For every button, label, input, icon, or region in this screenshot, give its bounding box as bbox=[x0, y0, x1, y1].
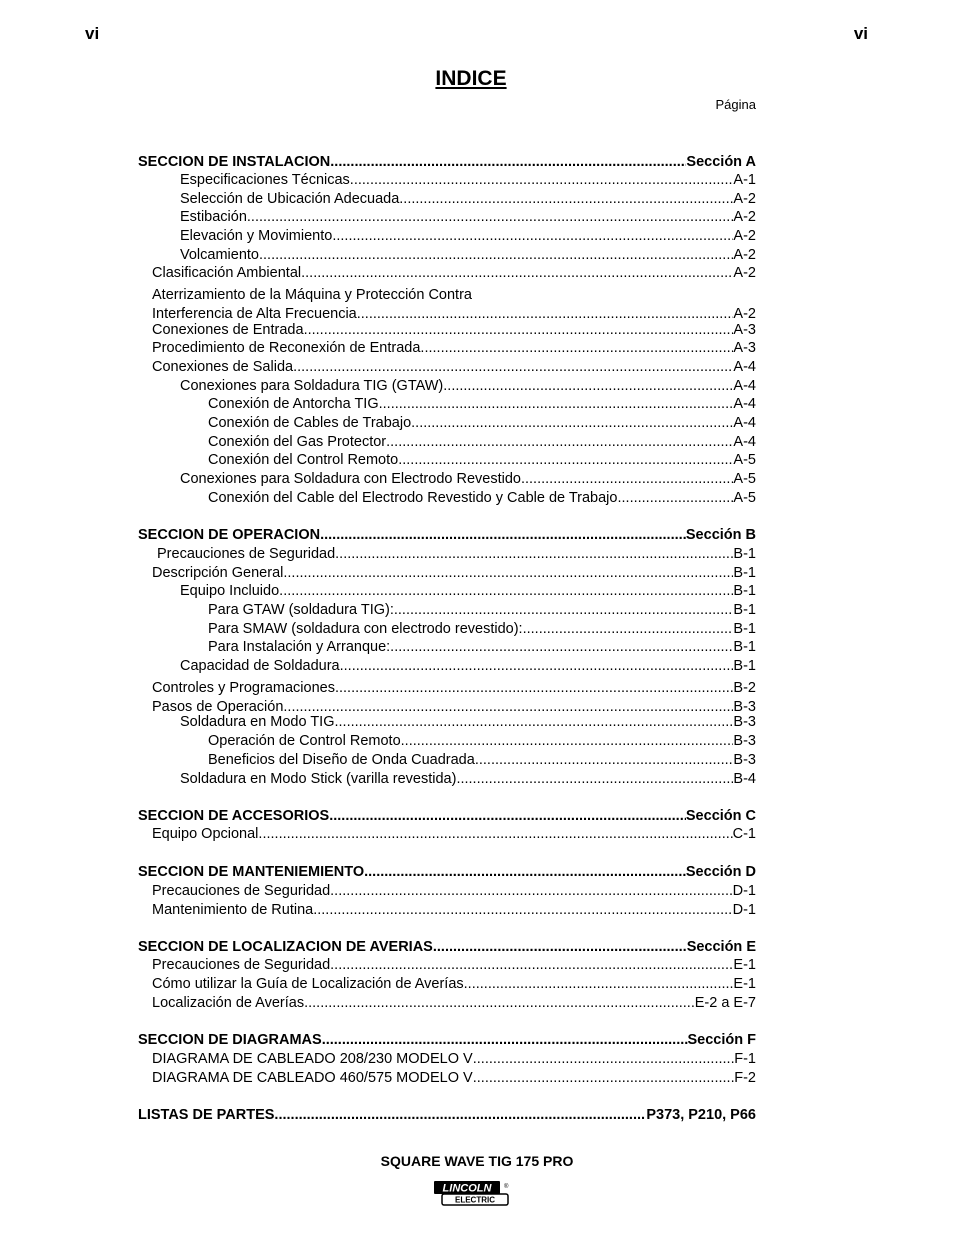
toc-entry-title: DIAGRAMA DE CABLEADO 208/230 MODELO V bbox=[152, 1051, 473, 1067]
dot-leader bbox=[258, 825, 732, 843]
toc-page-ref: C-1 bbox=[732, 826, 756, 842]
toc-entry[interactable] bbox=[180, 208, 756, 226]
toc-entry-title: Soldadura en Modo Stick (varilla revestida) bbox=[180, 771, 457, 787]
toc-section-heading[interactable] bbox=[138, 807, 756, 825]
toc-entry-title: Descripción General bbox=[152, 565, 284, 581]
dot-leader bbox=[259, 246, 733, 264]
toc-entry-title: Volcamiento bbox=[180, 247, 259, 263]
dot-leader bbox=[330, 882, 732, 900]
toc-section-heading[interactable] bbox=[138, 938, 756, 956]
toc-entry-title: Interferencia de Alta Frecuencia. bbox=[152, 306, 361, 322]
toc-entry[interactable] bbox=[152, 956, 756, 974]
toc-entry[interactable] bbox=[180, 377, 756, 395]
toc-page-ref: A-1 bbox=[733, 172, 756, 188]
dot-leader bbox=[473, 1050, 735, 1068]
dot-leader bbox=[456, 770, 733, 788]
dot-leader bbox=[304, 321, 734, 339]
toc-entry-title: Para Instalación y Arranque: bbox=[208, 639, 391, 655]
toc-entry-title: Operación de Control Remoto bbox=[208, 733, 401, 749]
page-title: INDICE bbox=[435, 67, 507, 90]
toc-entry[interactable] bbox=[152, 321, 756, 339]
toc-entry-title: Especificaciones Técnicas bbox=[180, 172, 350, 188]
toc-entry-title: Equipo Opcional bbox=[152, 826, 259, 842]
dot-leader bbox=[473, 1069, 735, 1087]
toc-page-ref: D-1 bbox=[732, 902, 756, 918]
toc-entry[interactable] bbox=[152, 994, 756, 1012]
toc-entry[interactable] bbox=[180, 770, 756, 788]
toc-entry[interactable] bbox=[180, 227, 756, 245]
toc-page-ref: A-4 bbox=[733, 434, 756, 450]
toc-page-ref: A-2 bbox=[733, 306, 756, 322]
toc-page-ref: Sección A bbox=[686, 154, 756, 170]
toc-page-ref: A-5 bbox=[733, 490, 756, 506]
toc-page-ref: A-4 bbox=[733, 378, 756, 394]
toc-entry-title: DIAGRAMA DE CABLEADO 460/575 MODELO V bbox=[152, 1070, 473, 1086]
dot-leader bbox=[335, 545, 733, 563]
dot-leader bbox=[274, 1106, 646, 1124]
lincoln-electric-logo bbox=[433, 1180, 511, 1207]
toc-entry[interactable] bbox=[208, 638, 756, 656]
toc-entry-title: Capacidad de Soldadura bbox=[180, 658, 340, 674]
toc-entry[interactable] bbox=[208, 751, 756, 769]
toc-entry-title: Precauciones de Seguridad bbox=[152, 883, 331, 899]
dot-leader bbox=[279, 582, 733, 600]
toc-entry[interactable] bbox=[208, 732, 756, 750]
toc-page-ref: F-1 bbox=[734, 1051, 756, 1067]
toc-entry[interactable] bbox=[208, 489, 756, 507]
toc-entry[interactable] bbox=[208, 433, 756, 451]
toc-entry-title: SECCION DE INSTALACION bbox=[138, 154, 331, 170]
toc-section-heading[interactable] bbox=[138, 1031, 756, 1049]
toc-entry[interactable] bbox=[208, 601, 756, 619]
dot-leader bbox=[335, 679, 733, 697]
dot-leader bbox=[386, 433, 733, 451]
toc-entry[interactable] bbox=[152, 679, 756, 697]
toc-entry-title: Conexión del Cable del Electrodo Revestido y Cable de Trabajo bbox=[208, 490, 618, 506]
toc-page-ref: Sección C bbox=[685, 808, 756, 824]
dot-leader bbox=[322, 1031, 688, 1049]
toc-page-ref: B-1 bbox=[733, 583, 756, 599]
toc-entry[interactable] bbox=[152, 882, 756, 900]
dot-leader bbox=[340, 657, 734, 675]
toc-entry-title: Estibación bbox=[180, 209, 247, 225]
toc-page-ref: B-3 bbox=[733, 699, 756, 715]
toc-entry-title: SECCION DE DIAGRAMAS bbox=[138, 1032, 322, 1048]
page-number-left: vi bbox=[85, 24, 100, 43]
dot-leader bbox=[617, 489, 733, 507]
toc-entry-title: Para SMAW (soldadura con electrodo revestido): bbox=[208, 621, 523, 637]
toc-entry-title: Conexiones para Soldadura con Electrodo Revestido bbox=[180, 471, 521, 487]
dot-leader bbox=[401, 732, 734, 750]
toc-entry[interactable] bbox=[208, 620, 756, 638]
product-model: SQUARE WAVE TIG 175 PRO bbox=[380, 1153, 574, 1169]
toc-entry[interactable] bbox=[152, 564, 756, 582]
dot-leader bbox=[332, 227, 733, 245]
toc-entry[interactable] bbox=[180, 470, 756, 488]
toc-entry-title: Selección de Ubicación Adecuada bbox=[180, 191, 400, 207]
dot-leader bbox=[304, 994, 695, 1012]
toc-entry[interactable] bbox=[180, 190, 756, 208]
toc-entry-title: Conexiones para Soldadura TIG (GTAW) bbox=[180, 378, 444, 394]
toc-page-ref: B-1 bbox=[733, 546, 756, 562]
toc-page-ref: Sección B bbox=[685, 527, 756, 543]
toc-page-ref: F-2 bbox=[734, 1070, 756, 1086]
toc-page-ref: Sección F bbox=[687, 1032, 756, 1048]
page-column-label: Página bbox=[715, 97, 756, 112]
toc-page-ref: B-1 bbox=[733, 658, 756, 674]
toc-page-ref: B-3 bbox=[733, 752, 756, 768]
dot-leader bbox=[523, 620, 734, 638]
toc-section-heading[interactable] bbox=[138, 1106, 756, 1124]
dot-leader bbox=[330, 956, 733, 974]
toc-page-ref: B-4 bbox=[733, 771, 756, 787]
toc-entry-title: Clasificación Ambiental bbox=[152, 265, 302, 281]
dot-leader bbox=[379, 395, 734, 413]
toc-page-ref: A-4 bbox=[733, 396, 756, 412]
dot-leader bbox=[521, 470, 733, 488]
dot-leader bbox=[390, 638, 733, 656]
toc-page-ref: Sección D bbox=[685, 864, 756, 880]
dot-leader bbox=[420, 339, 733, 357]
toc-entry[interactable] bbox=[152, 825, 756, 843]
toc-entry-title: Pasos de Operación bbox=[152, 699, 284, 715]
toc-entry-title: Conexiones de Entrada bbox=[152, 322, 304, 338]
toc-entry-title: Precauciones de Seguridad bbox=[157, 546, 336, 562]
page-number-right: vi bbox=[853, 24, 868, 43]
toc-page-ref: D-1 bbox=[732, 883, 756, 899]
toc-page-ref: Sección E bbox=[686, 939, 756, 955]
toc-entry-title: Soldadura en Modo TIG bbox=[180, 714, 335, 730]
toc-page-ref: A-5 bbox=[733, 471, 756, 487]
toc-entry[interactable] bbox=[152, 1050, 756, 1068]
toc-entry-title: Precauciones de Seguridad bbox=[152, 957, 331, 973]
toc-page-ref: A-2 bbox=[733, 191, 756, 207]
toc-entry-title: Equipo Incluido bbox=[180, 583, 280, 599]
toc-entry[interactable] bbox=[180, 657, 756, 675]
toc-entry-title: Conexión de Cables de Trabajo bbox=[208, 415, 412, 431]
dot-leader bbox=[313, 901, 732, 919]
toc-entry[interactable] bbox=[157, 545, 756, 563]
dot-leader bbox=[475, 751, 734, 769]
toc-page-ref: E-2 a E-7 bbox=[694, 995, 756, 1011]
toc-entry-title: LISTAS DE PARTES bbox=[138, 1107, 275, 1123]
toc-entry[interactable] bbox=[180, 713, 756, 731]
toc-entry-title: SECCION DE MANTENIEMIENTO bbox=[138, 864, 365, 880]
toc-entry-text: Aterrizamiento de la Máquina y Protección Contra bbox=[152, 287, 472, 303]
toc-page-ref: A-4 bbox=[733, 415, 756, 431]
toc-page-ref: A-2 bbox=[733, 247, 756, 263]
toc-entry[interactable] bbox=[180, 582, 756, 600]
toc-entry-title: SECCION DE ACCESORIOS bbox=[138, 808, 330, 824]
toc-page-ref: B-2 bbox=[733, 680, 756, 696]
toc-entry[interactable] bbox=[208, 451, 756, 469]
toc-page-ref: B-3 bbox=[733, 733, 756, 749]
toc-entry-title: Conexión de Antorcha TIG bbox=[208, 396, 379, 412]
toc-page-ref: E-1 bbox=[733, 957, 756, 973]
dot-leader bbox=[247, 208, 734, 226]
dot-leader bbox=[293, 358, 733, 376]
toc-entry[interactable] bbox=[180, 246, 756, 264]
toc-section-heading[interactable] bbox=[138, 863, 756, 881]
logo-bottom-text: ELECTRIC bbox=[455, 1195, 495, 1205]
toc-page-ref: A-4 bbox=[733, 359, 756, 375]
toc-entry[interactable] bbox=[152, 358, 756, 376]
dot-leader bbox=[394, 601, 734, 619]
toc-entry-title: Cómo utilizar la Guía de Localización de Averías bbox=[152, 976, 464, 992]
dot-leader bbox=[329, 807, 686, 825]
toc-entry[interactable] bbox=[152, 901, 756, 919]
toc-page-ref: B-1 bbox=[733, 621, 756, 637]
toc-entry-title: Conexión del Gas Protector bbox=[208, 434, 387, 450]
toc-entry-title: Elevación y Movimiento bbox=[180, 228, 333, 244]
toc-entry-title: SECCION DE LOCALIZACION DE AVERIAS bbox=[138, 939, 433, 955]
dot-leader bbox=[411, 414, 733, 432]
dot-leader bbox=[320, 526, 686, 544]
toc-page-ref: E-1 bbox=[733, 976, 756, 992]
toc-page-ref: A-2 bbox=[733, 209, 756, 225]
toc-entry[interactable] bbox=[152, 975, 756, 993]
toc-page-ref: A-3 bbox=[733, 340, 756, 356]
dot-leader bbox=[399, 190, 733, 208]
dot-leader bbox=[350, 171, 734, 189]
dot-leader bbox=[330, 153, 686, 171]
dot-leader bbox=[398, 451, 733, 469]
toc-section-heading[interactable] bbox=[138, 526, 756, 544]
toc-entry-title: Conexión del Control Remoto bbox=[208, 452, 399, 468]
toc-page-ref: A-2 bbox=[733, 265, 756, 281]
toc-entry[interactable] bbox=[152, 264, 756, 282]
dot-leader bbox=[464, 975, 734, 993]
dot-leader bbox=[301, 264, 733, 282]
toc-entry-title: Mantenimiento de Rutina bbox=[152, 902, 314, 918]
toc-entry-title: Localización de Averías bbox=[152, 995, 305, 1011]
toc-page-ref: A-5 bbox=[733, 452, 756, 468]
dot-leader bbox=[433, 938, 687, 956]
logo-top-text: LINCOLN bbox=[442, 1182, 492, 1195]
toc-entry-title: Para GTAW (soldadura TIG): bbox=[208, 602, 394, 618]
toc-entry[interactable] bbox=[152, 339, 756, 357]
toc-entry-title: Beneficios del Diseño de Onda Cuadrada bbox=[208, 752, 475, 768]
toc-page-ref: B-3 bbox=[733, 714, 756, 730]
toc-entry[interactable] bbox=[180, 171, 756, 189]
toc-entry[interactable] bbox=[208, 395, 756, 413]
toc-section-heading[interactable] bbox=[138, 153, 756, 171]
dot-leader bbox=[283, 564, 733, 582]
toc-page-ref: B-1 bbox=[733, 565, 756, 581]
toc-page-ref: A-2 bbox=[733, 228, 756, 244]
toc-entry-title: Controles y Programaciones bbox=[152, 680, 335, 696]
toc-page-ref: B-1 bbox=[733, 639, 756, 655]
toc-page-ref: P373, P210, P66 bbox=[646, 1107, 756, 1123]
toc-entry-title: Conexiones de Salida bbox=[152, 359, 294, 375]
logo-registered-mark: ® bbox=[504, 1184, 509, 1190]
toc-entry[interactable] bbox=[152, 1069, 756, 1087]
toc-entry[interactable] bbox=[208, 414, 756, 432]
dot-leader bbox=[443, 377, 733, 395]
toc-page-ref: B-1 bbox=[733, 602, 756, 618]
toc-entry-title: SECCION DE OPERACION bbox=[138, 527, 321, 543]
dot-leader bbox=[364, 863, 686, 881]
toc-page-ref: A-3 bbox=[733, 322, 756, 338]
dot-leader bbox=[335, 713, 734, 731]
toc-entry-title: Procedimiento de Reconexión de Entrada bbox=[152, 340, 421, 356]
